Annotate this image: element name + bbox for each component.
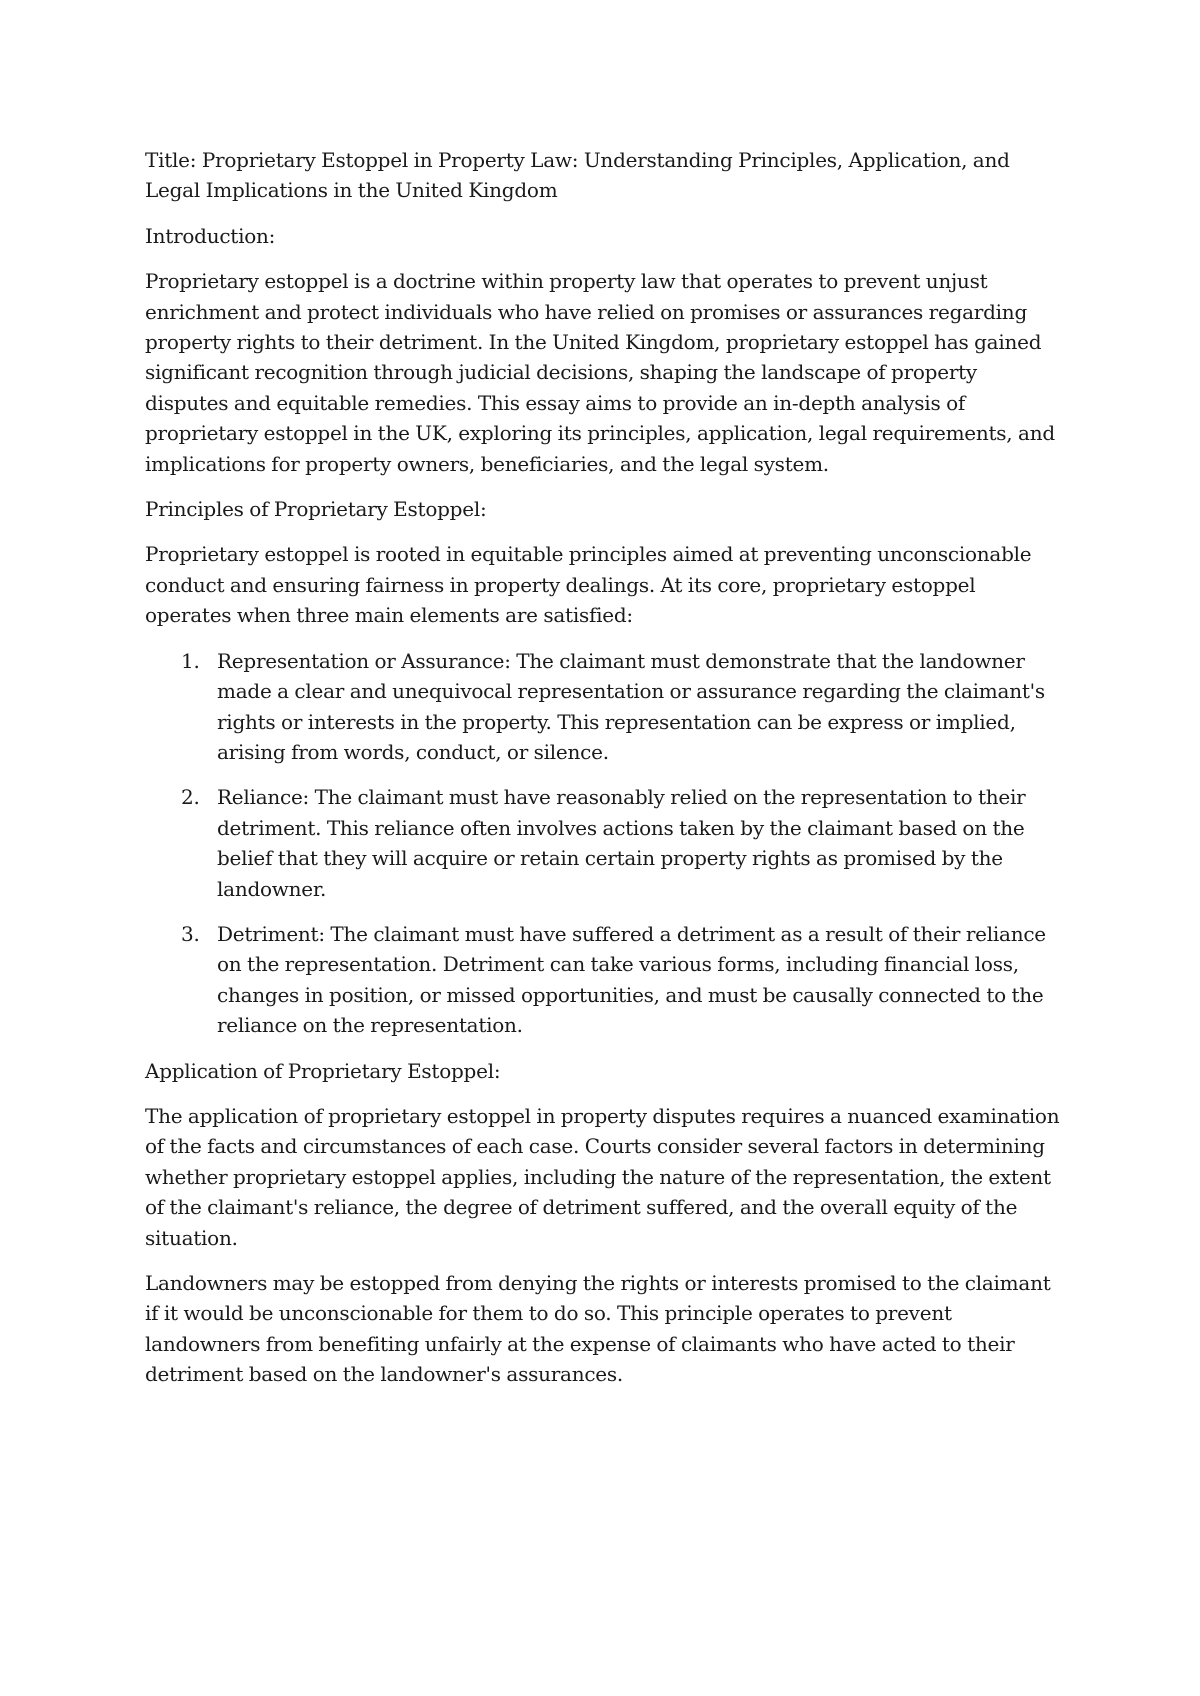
application-paragraph-1: The application of proprietary estoppel in property disputes requires a nuanced examination of the facts and circumstances of each case. Courts consider several factors in determining whether proprietary estoppel applies, including the nature of the representation, the extent of the claimant's reliance, the degree of detriment suffered, and the overall equity of the situation.: [145, 1103, 1060, 1250]
elements-list: [145, 646, 1065, 1041]
document-body: [145, 145, 1065, 1405]
list-item: [145, 646, 1065, 768]
list-item-number: 2.: [181, 785, 200, 810]
list-item: [145, 919, 1065, 1041]
intro-heading: Introduction:: [145, 223, 276, 248]
list-item-number: 1.: [181, 648, 200, 673]
principles-heading: Principles of Proprietary Estoppel:: [145, 497, 487, 522]
list-item-text: Reliance: The claimant must have reasonably relied on the representation to their detriment. This reliance often involves actions taken by the claimant based on the belief that they will acquire or retain certain property rights as promised by the landowner.: [217, 785, 1026, 901]
list-item: [145, 782, 1065, 904]
application-heading: Application of Proprietary Estoppel:: [145, 1058, 501, 1083]
intro-paragraph: Proprietary estoppel is a doctrine within property law that operates to prevent unjust enrichment and protect individuals who have relied on promises or assurances regarding property rights to their detriment. In the United Kingdom, proprietary estoppel has gained significant recognition through judicial decisions, shaping the landscape of property disputes and equitable remedies. This essay aims to provide an in-depth analysis of proprietary estoppel in the UK, exploring its principles, application, legal requirements, and implications for property owners, beneficiaries, and the legal system.: [145, 269, 1055, 476]
application-paragraph-2: Landowners may be estopped from denying the rights or interests promised to the claimant if it would be unconscionable for them to do so. This principle operates to prevent landowners from benefiting unfairly at the expense of claimants who have acted to their detriment based on the landowner's assurances.: [145, 1271, 1051, 1387]
list-item-text: Representation or Assurance: The claimant must demonstrate that the landowner made a clear and unequivocal representation or assurance regarding the claimant's rights or interests in the property. This representation can be express or implied, arising from words, conduct, or silence.: [217, 648, 1045, 764]
document-title: Title: Proprietary Estoppel in Property Law: Understanding Principles, Application, and Legal Implications in the United Kingdom: [145, 148, 1010, 203]
list-item-text: Detriment: The claimant must have suffered a detriment as a result of their reliance on the representation. Detriment can take various forms, including financial loss, changes in position, or missed opportunities, and must be causally connected to the reliance on the representation.: [217, 921, 1046, 1038]
principles-paragraph: Proprietary estoppel is rooted in equitable principles aimed at preventing unconscionable conduct and ensuring fairness in property dealings. At its core, proprietary estoppel operates when three main elements are satisfied:: [145, 542, 1032, 628]
list-item-number: 3.: [181, 921, 200, 946]
